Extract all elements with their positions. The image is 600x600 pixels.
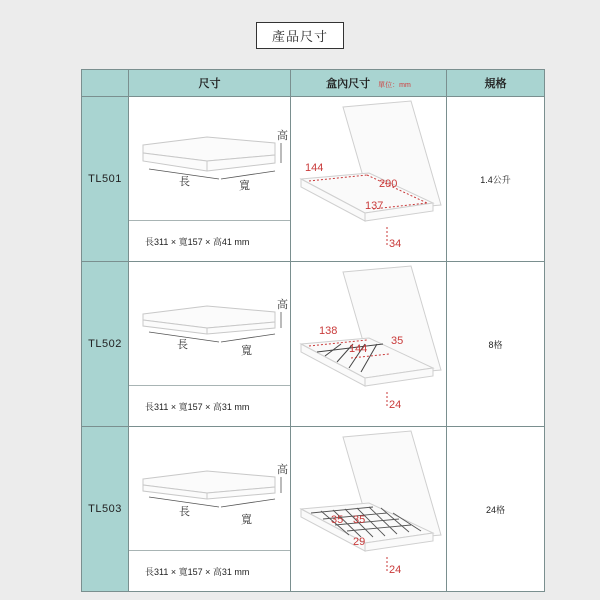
width-label: 寬 <box>239 180 250 192</box>
closed-box-icon <box>143 306 275 334</box>
width-label: 寬 <box>241 345 252 357</box>
unit-label: 單位：mm <box>378 82 411 89</box>
header-size: 尺寸 <box>129 70 291 97</box>
inner-size-cell <box>291 427 447 592</box>
closed-box-icon <box>143 471 275 499</box>
dimension-label: 35 <box>391 335 404 347</box>
size-text: 長311 × 寬157 × 高41 mm <box>145 236 250 247</box>
dimension-label: 290 <box>379 178 398 190</box>
spec-cell: 24格 <box>447 427 545 592</box>
height-label: 高 <box>277 464 288 476</box>
dimension-label: 29 <box>353 536 366 548</box>
width-line <box>221 171 275 179</box>
open-box-illustration <box>291 262 446 426</box>
size-cell <box>129 262 291 427</box>
table-row <box>82 262 545 427</box>
box-side-illustration <box>129 262 290 386</box>
spec-cell: 1.4公升 <box>447 97 545 262</box>
dimension-label: 24 <box>389 399 402 411</box>
spec-cell: 8格 <box>447 262 545 427</box>
dimension-label: 138 <box>319 325 338 337</box>
dimension-label: 144 <box>349 343 368 355</box>
model-cell: TL501 <box>82 97 129 262</box>
dimension-label: 35 <box>353 514 366 526</box>
size-text: 長311 × 寬157 × 高31 mm <box>145 401 250 412</box>
length-label: 長 <box>179 506 190 518</box>
table-row <box>82 427 545 592</box>
table-header-row <box>82 70 545 97</box>
open-box-illustration <box>291 427 446 591</box>
width-line <box>221 334 275 342</box>
dimension-label: 24 <box>389 564 402 576</box>
size-cell <box>129 427 291 592</box>
product-size-table <box>81 69 545 592</box>
table-row <box>82 97 545 262</box>
dimension-label: 144 <box>305 162 324 174</box>
box-side-illustration <box>129 97 290 221</box>
header-inner-size: 盒內尺寸 單位：mm <box>291 70 447 97</box>
height-label: 高 <box>277 130 288 142</box>
width-line <box>221 499 275 507</box>
height-label: 高 <box>277 299 288 311</box>
model-cell: TL502 <box>82 262 129 427</box>
closed-box-icon <box>143 137 275 171</box>
dimension-label: 137 <box>365 200 384 212</box>
model-cell: TL503 <box>82 427 129 592</box>
dimension-label: 35 <box>331 514 344 526</box>
dimension-label: 34 <box>389 238 402 250</box>
length-label: 長 <box>177 339 188 351</box>
box-side-illustration <box>129 427 290 551</box>
size-cell <box>129 97 291 262</box>
open-box-illustration <box>291 97 446 261</box>
inner-size-cell <box>291 97 447 262</box>
inner-size-cell <box>291 262 447 427</box>
header-model <box>82 70 129 97</box>
header-spec: 規格 <box>447 70 545 97</box>
page-title: 產品尺寸 <box>256 22 344 49</box>
width-label: 寬 <box>241 514 252 526</box>
size-text: 長311 × 寬157 × 高31 mm <box>145 566 250 577</box>
length-label: 長 <box>179 176 190 188</box>
